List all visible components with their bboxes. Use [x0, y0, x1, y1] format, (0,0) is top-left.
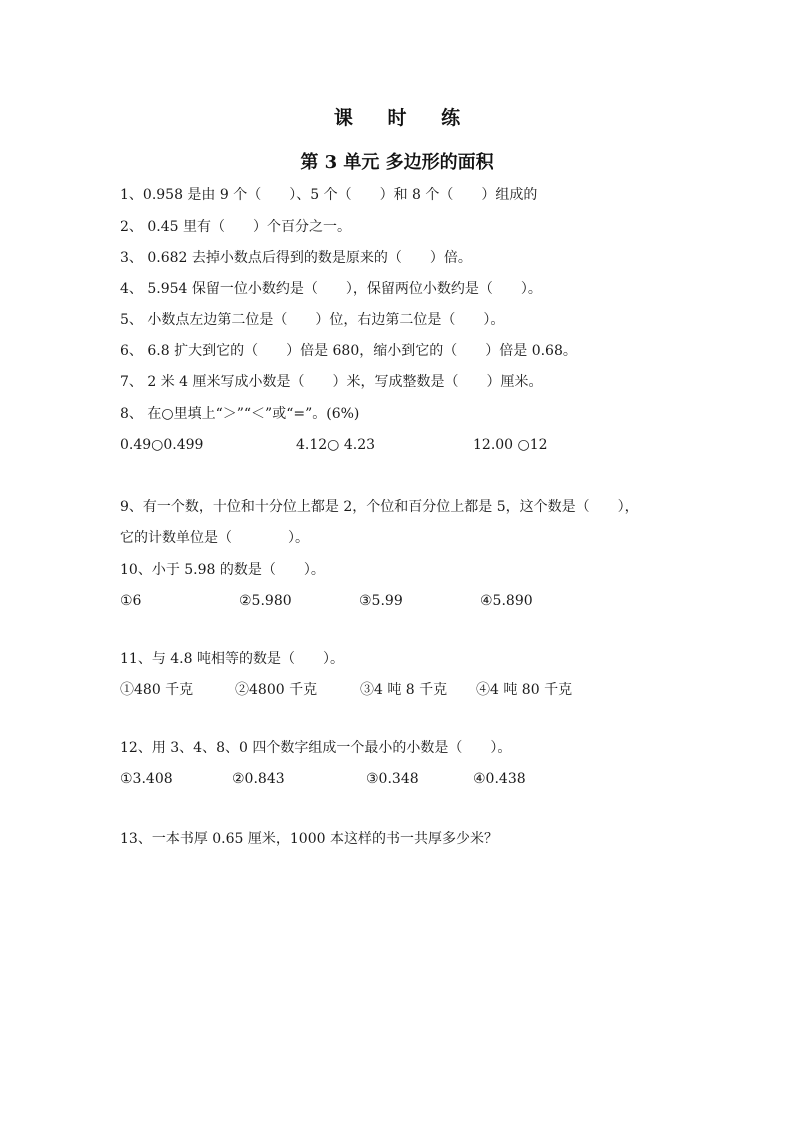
page-title: 课 时 练	[333, 107, 475, 129]
question-13: 13、一本书厚 0.65 厘米，1000 本这样的书一共厚多少米？	[120, 831, 498, 847]
choice-option: ④0.438	[473, 771, 526, 787]
question-12: 12、用 3、4、8、0 四个数字组成一个最小的小数是（ ）。	[120, 740, 512, 756]
question-9-line-1: 9、有一个数，十位和十分位上都是 2，个位和百分位上都是 5，这个数是（ ），	[120, 499, 639, 515]
question-4: 4、 5.954 保留一位小数约是（ ），保留两位小数约是（ ）。	[120, 281, 542, 297]
choice-option: ④5.890	[480, 593, 533, 609]
choice-option: ②4800 千克	[235, 682, 318, 698]
choice-option: ③5.99	[359, 593, 403, 609]
question-7: 7、 2 米 4 厘米写成小数是（ ）米，写成整数是（ ）厘米。	[120, 374, 543, 390]
compare-item: 4.12○ 4.23	[296, 437, 376, 453]
question-11: 11、与 4.8 吨相等的数是（ ）。	[120, 651, 344, 667]
choice-option: ①480 千克	[120, 682, 194, 698]
question-1: 1、0.958 是由 9 个（ ）、5 个（ ）和 8 个（ ）组成的	[120, 187, 538, 203]
question-5: 5、 小数点左边第二位是（ ）位，右边第二位是（ ）。	[120, 312, 505, 328]
choice-option: ④4 吨 80 千克	[476, 682, 573, 698]
question-2: 2、 0.45 里有（ ）个百分之一。	[120, 219, 351, 235]
choice-option: ③4 吨 8 千克	[360, 682, 448, 698]
compare-item: 12.00 ○12	[473, 437, 548, 453]
question-6: 6、 6.8 扩大到它的（ ）倍是 680，缩小到它的（ ）倍是 0.68。	[120, 343, 577, 359]
question-9-line-2: 它的计数单位是（ ）。	[120, 530, 309, 546]
question-10: 10、小于 5.98 的数是（ ）。	[120, 562, 325, 578]
question-3: 3、 0.682 去掉小数点后得到的数是原来的（ ）倍。	[120, 250, 472, 266]
unit-subtitle: 第 3 单元 多边形的面积	[300, 152, 494, 173]
question-8: 8、 在○里填上“＞”“＜”或“=”。(6%)	[120, 406, 360, 422]
choice-option: ②0.843	[232, 771, 285, 787]
choice-option: ①3.408	[120, 771, 173, 787]
choice-option: ②5.980	[239, 593, 292, 609]
compare-item: 0.49○0.499	[120, 437, 204, 453]
choice-option: ①6	[120, 593, 142, 609]
choice-option: ③0.348	[366, 771, 419, 787]
